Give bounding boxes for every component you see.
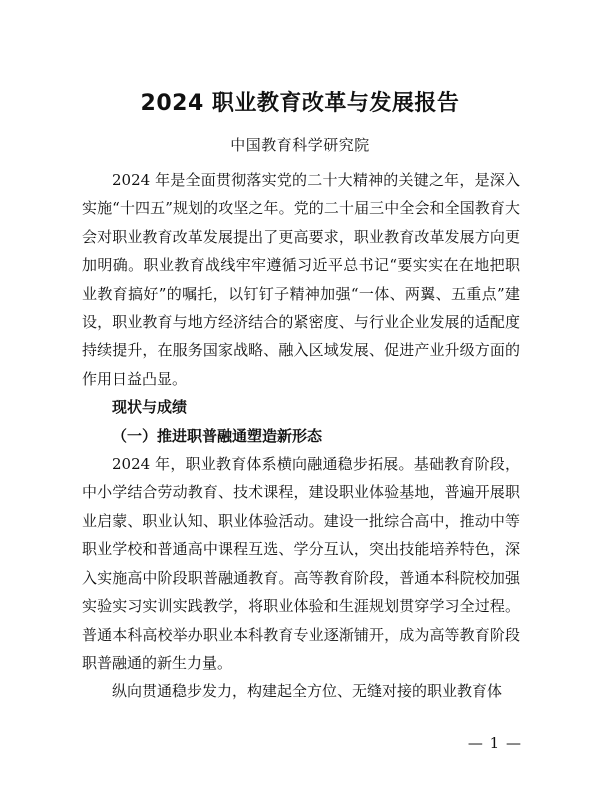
page-number: — 1 — [467,734,522,752]
intro-paragraph: 2024 年是全面贯彻落实党的二十大精神的关键之年，是深入实施“十四五”规划的攻坚之年。党的二十届三中全会和全国教育大会对职业教育改革发展提出了更高要求，职业教育改革发展方向更加明确。职业教育战线牢牢遵循习近平总书记“要实实在在地把职业教育搞好”的嘱托，以钉钉子精神加强“一体、两翼、五重点”建设，职业教育与地方经济结合的紧密度、与行业企业发展的适配度持续提升，在服务国家战略、融入区域发展、促进产业升级方面的作用日益凸显。 [82,171,520,388]
document-title: 2024 职业教育改革与发展报告 [140,91,460,116]
document-body [82,166,520,706]
section-paragraph: 2024 年，职业教育体系横向融通稳步拓展。基础教育阶段，中小学结合劳动教育、技术课程，建设职业体验基地，普遍开展职业启蒙、职业认知、职业体验活动。建设一批综合高中，推动中等职业学校和普通高中课程互选、学分互认，突出技能培养特色，深入实施高中阶段职普融通教育。高等教育阶段，普通本科院校加强实验实习实训实践教学，将职业体验和生涯规划贯穿学习全过程。普通本科高校举办职业本科教育专业逐渐铺开，成为高等教育阶段职普融通的新生力量。 [82,455,520,672]
subsection-heading: （一）推进职普融通塑造新形态 [112,426,323,445]
section-heading: 现状与成绩 [112,398,188,417]
document-author: 中国教育科学研究院 [230,136,370,154]
section-paragraph: 纵向贯通稳步发力，构建起全方位、无缝对接的职业教育体 [112,682,503,701]
